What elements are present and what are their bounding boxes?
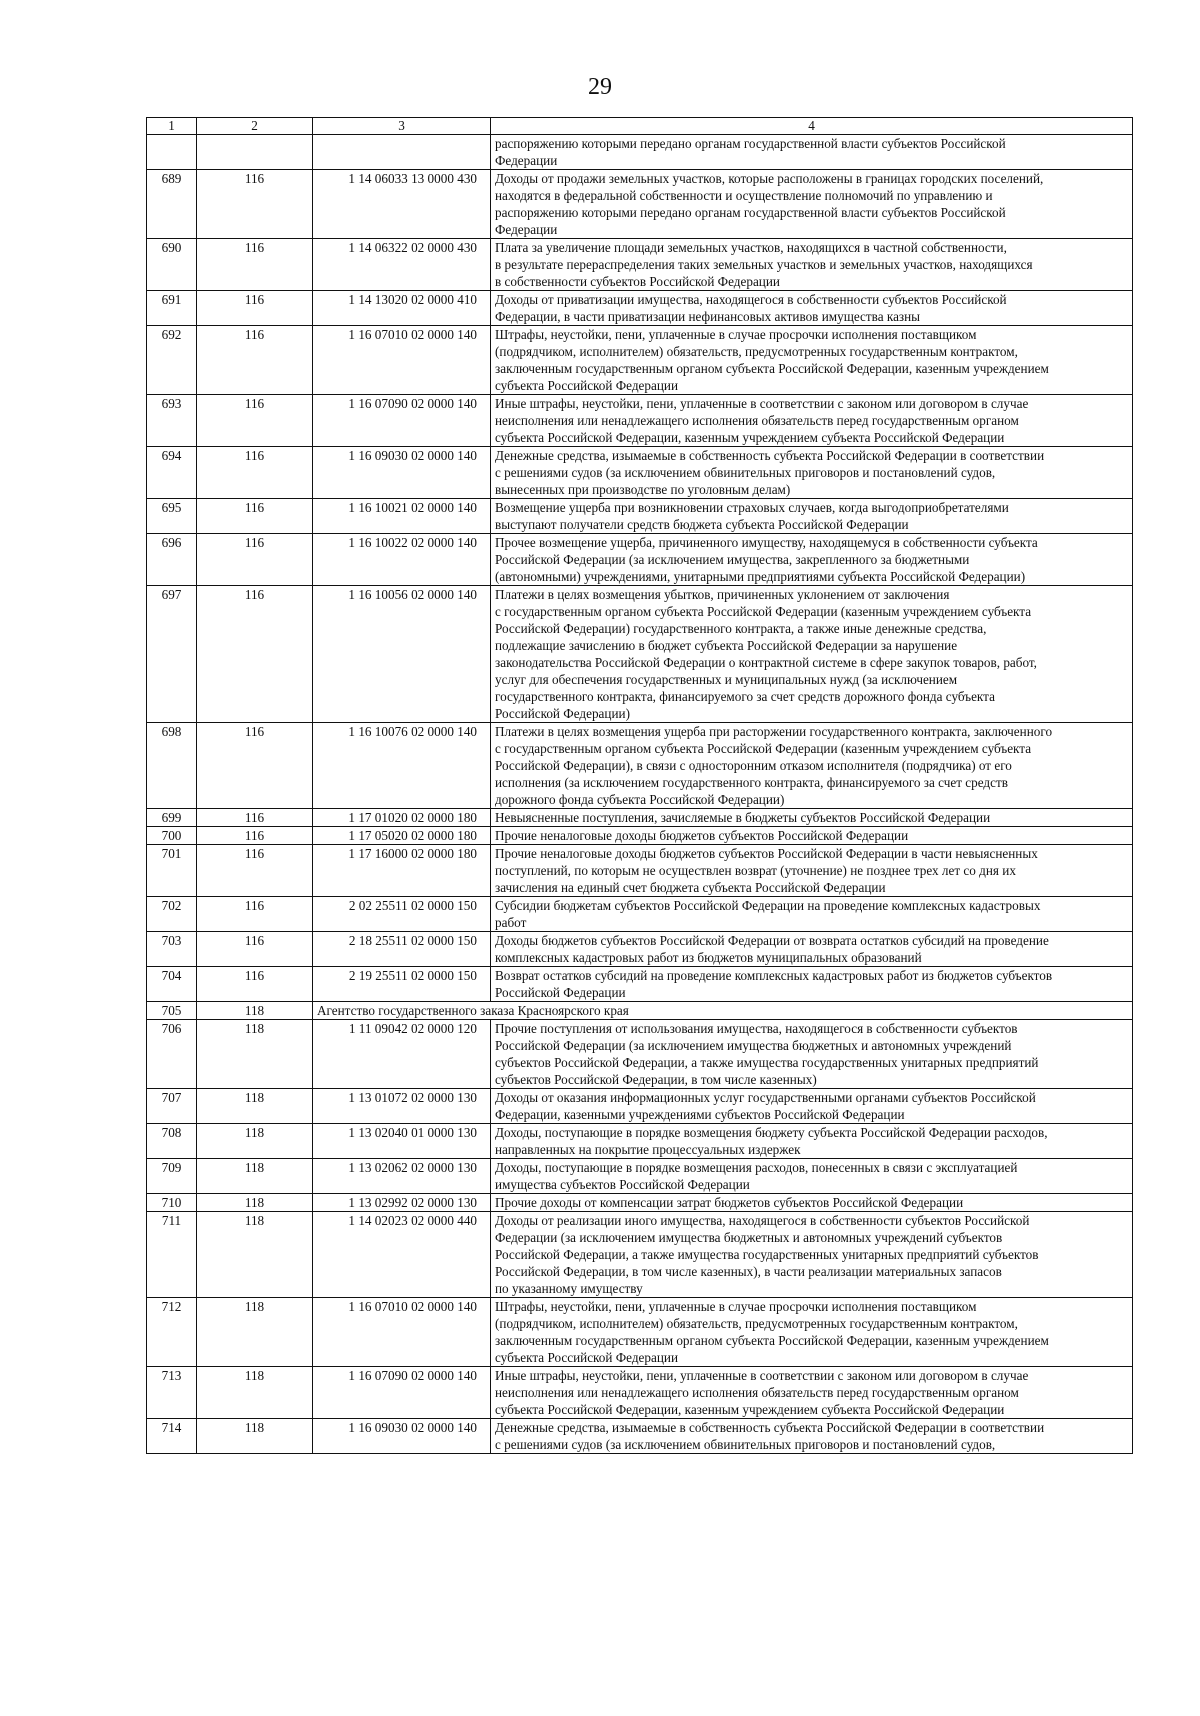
budget-code-cell: 1 11 09042 02 0000 120 [313, 1020, 491, 1089]
description-line: (подрядчиком, исполнителем) обязательств, предусмотренных государственным контрактом, [495, 344, 1018, 359]
description-line: Прочие неналоговые доходы бюджетов субъектов Российской Федерации в части невыясненных [495, 846, 1038, 861]
description-line: поступлений, по которым не осуществлен возврат (уточнение) не позднее трех лет со дня их [495, 863, 1016, 878]
row-number-cell: 694 [147, 447, 197, 499]
description-line: заключенным государственным органом субъекта Российской Федерации, казенным учреждением [495, 361, 1049, 376]
description-line: Плата за увеличение площади земельных участков, находящихся в частной собственности, [495, 240, 1007, 255]
description-cell [491, 845, 1133, 897]
description-line: Доходы, поступающие в порядке возмещения бюджету субъекта Российской Федерации расходов, [495, 1125, 1048, 1140]
row-number-cell: 690 [147, 239, 197, 291]
admin-code-cell: 118 [197, 1124, 313, 1159]
description-line: Прочее возмещение ущерба, причиненного имуществу, находящемуся в собственности субъекта [495, 535, 1038, 550]
row-number-cell: 700 [147, 827, 197, 845]
description-cell [491, 586, 1133, 723]
admin-code-cell: 116 [197, 932, 313, 967]
description-line: Возврат остатков субсидий на проведение комплексных кадастровых работ из бюджетов субъектов [495, 968, 1053, 983]
table-row [147, 1020, 1133, 1089]
description-cell [491, 967, 1133, 1002]
description-cell [491, 723, 1133, 809]
admin-code-cell: 116 [197, 326, 313, 395]
description-line: Доходы бюджетов субъектов Российской Федерации от возврата остатков субсидий на проведение [495, 933, 1049, 948]
row-number-cell: 707 [147, 1089, 197, 1124]
description-line: Иные штрафы, неустойки, пени, уплаченные в соответствии с законом или договором в случае [495, 396, 1029, 411]
description-line: с решениями судов (за исключением обвинительных приговоров и постановлений судов, [495, 465, 996, 480]
description-line: зачисления на единый счет бюджета субъекта Российской Федерации [495, 880, 886, 895]
row-number-cell: 709 [147, 1159, 197, 1194]
description-cell [491, 170, 1133, 239]
column-header-description: 4 [491, 118, 1133, 135]
budget-code-cell: 1 13 02040 01 0000 130 [313, 1124, 491, 1159]
description-line: Возмещение ущерба при возникновении страховых случаев, когда выгодоприобретателями [495, 500, 1009, 515]
description-line: вынесенных при производстве по уголовным делам) [495, 482, 791, 497]
admin-code-cell: 118 [197, 1089, 313, 1124]
description-line: с государственным органом субъекта Российской Федерации (казенным учреждением субъекта [495, 741, 1032, 756]
admin-code-cell: 118 [197, 1159, 313, 1194]
admin-code-cell: 116 [197, 897, 313, 932]
description-cell [491, 809, 1133, 827]
description-line: Доходы от приватизации имущества, находящегося в собственности субъектов Российской [495, 292, 1007, 307]
table-row [147, 1298, 1133, 1367]
table-row [147, 827, 1133, 845]
row-number-cell: 697 [147, 586, 197, 723]
column-header-admin-code: 2 [197, 118, 313, 135]
row-number-cell: 703 [147, 932, 197, 967]
table-row [147, 239, 1133, 291]
description-line: (подрядчиком, исполнителем) обязательств, предусмотренных государственным контрактом, [495, 1316, 1018, 1331]
row-number-cell: 706 [147, 1020, 197, 1089]
description-line: Российской Федерации, в том числе казенных), в части реализации материальных запасов [495, 1264, 1002, 1279]
budget-code-cell: 2 02 25511 02 0000 150 [313, 897, 491, 932]
row-number-cell [147, 135, 197, 170]
admin-code-cell: 116 [197, 586, 313, 723]
description-line: выступают получатели средств бюджета субъекта Российской Федерации [495, 517, 909, 532]
description-cell [491, 499, 1133, 534]
description-line: Штрафы, неустойки, пени, уплаченные в случае просрочки исполнения поставщиком [495, 1299, 977, 1314]
budget-code-cell: 1 16 07090 02 0000 140 [313, 395, 491, 447]
description-line: неисполнения или ненадлежащего исполнения обязательств перед государственным органом [495, 413, 1019, 428]
description-line: с государственным органом субъекта Российской Федерации (казенным учреждением субъекта [495, 604, 1032, 619]
description-line: по указанному имуществу [495, 1281, 643, 1296]
column-header-number: 1 [147, 118, 197, 135]
description-line: направленных на покрытие процессуальных издержек [495, 1142, 801, 1157]
description-cell [491, 239, 1133, 291]
description-line: Невыясненные поступления, зачисляемые в бюджеты субъектов Российской Федерации [495, 810, 991, 825]
description-cell [491, 135, 1133, 170]
description-cell [491, 1367, 1133, 1419]
row-number-cell: 692 [147, 326, 197, 395]
admin-code-cell: 118 [197, 1002, 313, 1020]
budget-code-cell: 1 14 13020 02 0000 410 [313, 291, 491, 326]
admin-code-cell: 118 [197, 1298, 313, 1367]
description-cell [491, 395, 1133, 447]
description-line: субъекта Российской Федерации [495, 378, 679, 393]
description-line: Прочие доходы от компенсации затрат бюджетов субъектов Российской Федерации [495, 1195, 964, 1210]
description-cell [491, 291, 1133, 326]
description-line: распоряжению которыми передано органам государственной власти субъектов Российской [495, 136, 1006, 151]
description-cell [491, 1419, 1133, 1454]
table-row [147, 809, 1133, 827]
row-number-cell: 699 [147, 809, 197, 827]
description-line: Доходы, поступающие в порядке возмещения расходов, понесенных в связи с эксплуатацией [495, 1160, 1018, 1175]
table-row [147, 1367, 1133, 1419]
table-row [147, 326, 1133, 395]
column-header-budget-code: 3 [313, 118, 491, 135]
budget-code-cell: 1 17 16000 02 0000 180 [313, 845, 491, 897]
description-cell [491, 534, 1133, 586]
description-line: субъектов Российской Федерации, а также имущества государственных унитарных предприятий [495, 1055, 1039, 1070]
row-number-cell: 712 [147, 1298, 197, 1367]
row-number-cell: 708 [147, 1124, 197, 1159]
description-line: комплексных кадастровых работ из бюджетов муниципальных образований [495, 950, 922, 965]
description-cell [491, 1089, 1133, 1124]
description-line: распоряжению которыми передано органам государственной власти субъектов Российской [495, 205, 1006, 220]
row-number-cell: 691 [147, 291, 197, 326]
description-line: Российской Федерации (за исключением имущества бюджетных и автономных учреждений [495, 1038, 1012, 1053]
description-line: Российской Федерации) государственного контракта, а также иные денежные средства, [495, 621, 987, 636]
row-number-cell: 705 [147, 1002, 197, 1020]
budget-code-cell: 1 13 02992 02 0000 130 [313, 1194, 491, 1212]
row-number-cell: 693 [147, 395, 197, 447]
description-line: исполнения (за исключением государственного контракта, финансируемого за счет средств [495, 775, 1008, 790]
admin-code-cell: 116 [197, 723, 313, 809]
budget-code-cell: 1 16 10022 02 0000 140 [313, 534, 491, 586]
description-cell [491, 1124, 1133, 1159]
admin-code-cell: 116 [197, 827, 313, 845]
budget-code-cell: 1 16 07090 02 0000 140 [313, 1367, 491, 1419]
description-line: Иные штрафы, неустойки, пени, уплаченные в соответствии с законом или договором в случае [495, 1368, 1029, 1383]
admin-code-cell: 118 [197, 1212, 313, 1298]
description-cell [491, 1194, 1133, 1212]
description-line: (автономными) учреждениями, унитарными предприятиями субъекта Российской Федерации) [495, 569, 1026, 584]
description-line: дорожного фонда субъекта Российской Федерации) [495, 792, 785, 807]
budget-code-cell: 1 13 02062 02 0000 130 [313, 1159, 491, 1194]
row-number-cell: 702 [147, 897, 197, 932]
admin-code-cell: 116 [197, 967, 313, 1002]
row-number-cell: 710 [147, 1194, 197, 1212]
description-line: Доходы от оказания информационных услуг государственными органами субъектов Российской [495, 1090, 1036, 1105]
budget-code-cell: 2 18 25511 02 0000 150 [313, 932, 491, 967]
description-cell [491, 1020, 1133, 1089]
description-cell [491, 326, 1133, 395]
budget-code-cell: 1 16 10056 02 0000 140 [313, 586, 491, 723]
admin-code-cell: 118 [197, 1419, 313, 1454]
budget-code-cell [313, 135, 491, 170]
table-row [147, 1089, 1133, 1124]
description-line: Доходы от продажи земельных участков, которые расположены в границах городских поселений, [495, 171, 1044, 186]
page-number: 29 [588, 74, 612, 100]
budget-code-cell: 1 16 09030 02 0000 140 [313, 447, 491, 499]
table-row [147, 586, 1133, 723]
description-cell [491, 827, 1133, 845]
row-number-cell: 695 [147, 499, 197, 534]
table-row [147, 932, 1133, 967]
admin-code-cell: 116 [197, 845, 313, 897]
description-line: Платежи в целях возмещения ущерба при расторжении государственного контракта, заключенного [495, 724, 1053, 739]
description-line: Федерации [495, 222, 558, 237]
description-line: Российской Федерации (за исключением имущества, закрепленного за бюджетными [495, 552, 970, 567]
table-row [147, 534, 1133, 586]
description-line: Федерации, в части приватизации нефинансовых активов имущества казны [495, 309, 921, 324]
description-line: Прочие неналоговые доходы бюджетов субъектов Российской Федерации [495, 828, 909, 843]
budget-code-cell: 1 16 09030 02 0000 140 [313, 1419, 491, 1454]
budget-code-cell: 2 19 25511 02 0000 150 [313, 967, 491, 1002]
budget-code-cell: 1 16 10021 02 0000 140 [313, 499, 491, 534]
description-line: субъекта Российской Федерации, казенным учреждением субъекта Российской Федерации [495, 430, 1005, 445]
row-number-cell: 711 [147, 1212, 197, 1298]
admin-code-cell: 116 [197, 809, 313, 827]
description-cell [491, 1159, 1133, 1194]
description-line: заключенным государственным органом субъекта Российской Федерации, казенным учреждением [495, 1333, 1049, 1348]
description-line: субъектов Российской Федерации, в том числе казенных) [495, 1072, 817, 1087]
description-line: Федерации [495, 153, 558, 168]
description-line: Прочие поступления от использования имущества, находящегося в собственности субъектов [495, 1021, 1018, 1036]
admin-code-cell: 116 [197, 170, 313, 239]
description-line: государственного контракта, финансируемого за счет средств дорожного фонда субъекта [495, 689, 995, 704]
row-number-cell: 701 [147, 845, 197, 897]
table-row [147, 291, 1133, 326]
description-line: Федерации, казенными учреждениями субъектов Российской Федерации [495, 1107, 905, 1122]
table-row [147, 1194, 1133, 1212]
table-row [147, 1419, 1133, 1454]
description-cell [491, 447, 1133, 499]
description-line: с решениями судов (за исключением обвинительных приговоров и постановлений судов, [495, 1437, 996, 1452]
table-row [147, 395, 1133, 447]
description-cell [491, 897, 1133, 932]
description-line: Российской Федерации) [495, 706, 630, 721]
table-header-row [147, 118, 1133, 135]
budget-code-cell: 1 16 07010 02 0000 140 [313, 326, 491, 395]
admin-code-cell: 116 [197, 239, 313, 291]
row-number-cell: 698 [147, 723, 197, 809]
row-number-cell: 689 [147, 170, 197, 239]
description-line: Субсидии бюджетам субъектов Российской Федерации на проведение комплексных кадастровых [495, 898, 1041, 913]
description-line: субъекта Российской Федерации, казенным учреждением субъекта Российской Федерации [495, 1402, 1005, 1417]
description-line: в собственности субъектов Российской Федерации [495, 274, 780, 289]
table-row [147, 1124, 1133, 1159]
table-row [147, 967, 1133, 1002]
table-row [147, 1002, 1133, 1020]
budget-code-cell: 1 17 05020 02 0000 180 [313, 827, 491, 845]
description-cell [491, 1298, 1133, 1367]
description-line: Платежи в целях возмещения убытков, причиненных уклонением от заключения [495, 587, 950, 602]
budget-code-cell: 1 14 06322 02 0000 430 [313, 239, 491, 291]
admin-code-cell: 116 [197, 291, 313, 326]
table-row [147, 1212, 1133, 1298]
description-cell [491, 1212, 1133, 1298]
description-line: Денежные средства, изымаемые в собственность субъекта Российской Федерации в соответствии [495, 1420, 1045, 1435]
description-line: Денежные средства, изымаемые в собственность субъекта Российской Федерации в соответствии [495, 448, 1045, 463]
table-row [147, 723, 1133, 809]
budget-code-cell: 1 13 01072 02 0000 130 [313, 1089, 491, 1124]
table-row [147, 897, 1133, 932]
table-row [147, 135, 1133, 170]
description-line: субъекта Российской Федерации [495, 1350, 679, 1365]
budget-code-cell: 1 14 02023 02 0000 440 [313, 1212, 491, 1298]
admin-code-cell: 118 [197, 1194, 313, 1212]
description-line: Российской Федерации, а также имущества государственных унитарных предприятий субъектов [495, 1247, 1039, 1262]
organization-heading-text: Агентство государственного заказа Красноярского края [317, 1003, 629, 1018]
description-cell [491, 932, 1133, 967]
description-line: Доходы от реализации иного имущества, находящегося в собственности субъектов Российской [495, 1213, 1030, 1228]
description-line: работ [495, 915, 527, 930]
admin-code-cell: 116 [197, 447, 313, 499]
description-line: Штрафы, неустойки, пени, уплаченные в случае просрочки исполнения поставщиком [495, 327, 977, 342]
admin-code-cell: 118 [197, 1020, 313, 1089]
description-line: Российской Федерации), в связи с односторонним отказом исполнителя (подрядчика) от его [495, 758, 1012, 773]
description-line: законодательства Российской Федерации о контрактной системе в сфере закупок товаров, работ, [495, 655, 1037, 670]
description-line: в результате перераспределения таких земельных участков и земельных участков, находящихся [495, 257, 1033, 272]
admin-code-cell: 116 [197, 499, 313, 534]
table-row [147, 845, 1133, 897]
table-body [147, 118, 1133, 1454]
description-line: неисполнения или ненадлежащего исполнения обязательств перед государственным органом [495, 1385, 1019, 1400]
description-line: услуг для обеспечения государственных и муниципальных нужд (за исключением [495, 672, 958, 687]
description-line: Российской Федерации [495, 985, 626, 1000]
admin-code-cell: 116 [197, 534, 313, 586]
description-line: находятся в федеральной собственности и осуществление полномочий по управлению и [495, 188, 993, 203]
row-number-cell: 713 [147, 1367, 197, 1419]
table-row [147, 170, 1133, 239]
budget-code-cell: 1 16 07010 02 0000 140 [313, 1298, 491, 1367]
description-line: имущества субъектов Российской Федерации [495, 1177, 750, 1192]
budget-code-cell: 1 14 06033 13 0000 430 [313, 170, 491, 239]
budget-code-cell: 1 16 10076 02 0000 140 [313, 723, 491, 809]
row-number-cell: 704 [147, 967, 197, 1002]
table-row [147, 447, 1133, 499]
table-row [147, 499, 1133, 534]
admin-code-cell [197, 135, 313, 170]
table-row [147, 1159, 1133, 1194]
budget-code-cell: 1 17 01020 02 0000 180 [313, 809, 491, 827]
admin-code-cell: 116 [197, 395, 313, 447]
revenue-code-table [146, 117, 1133, 1454]
description-line: подлежащие зачислению в бюджет субъекта Российской Федерации за нарушение [495, 638, 958, 653]
admin-code-cell: 118 [197, 1367, 313, 1419]
organization-heading-cell [313, 1002, 1133, 1020]
row-number-cell: 696 [147, 534, 197, 586]
description-line: Федерации (за исключением имущества бюджетных и автономных учреждений субъектов [495, 1230, 1003, 1245]
row-number-cell: 714 [147, 1419, 197, 1454]
